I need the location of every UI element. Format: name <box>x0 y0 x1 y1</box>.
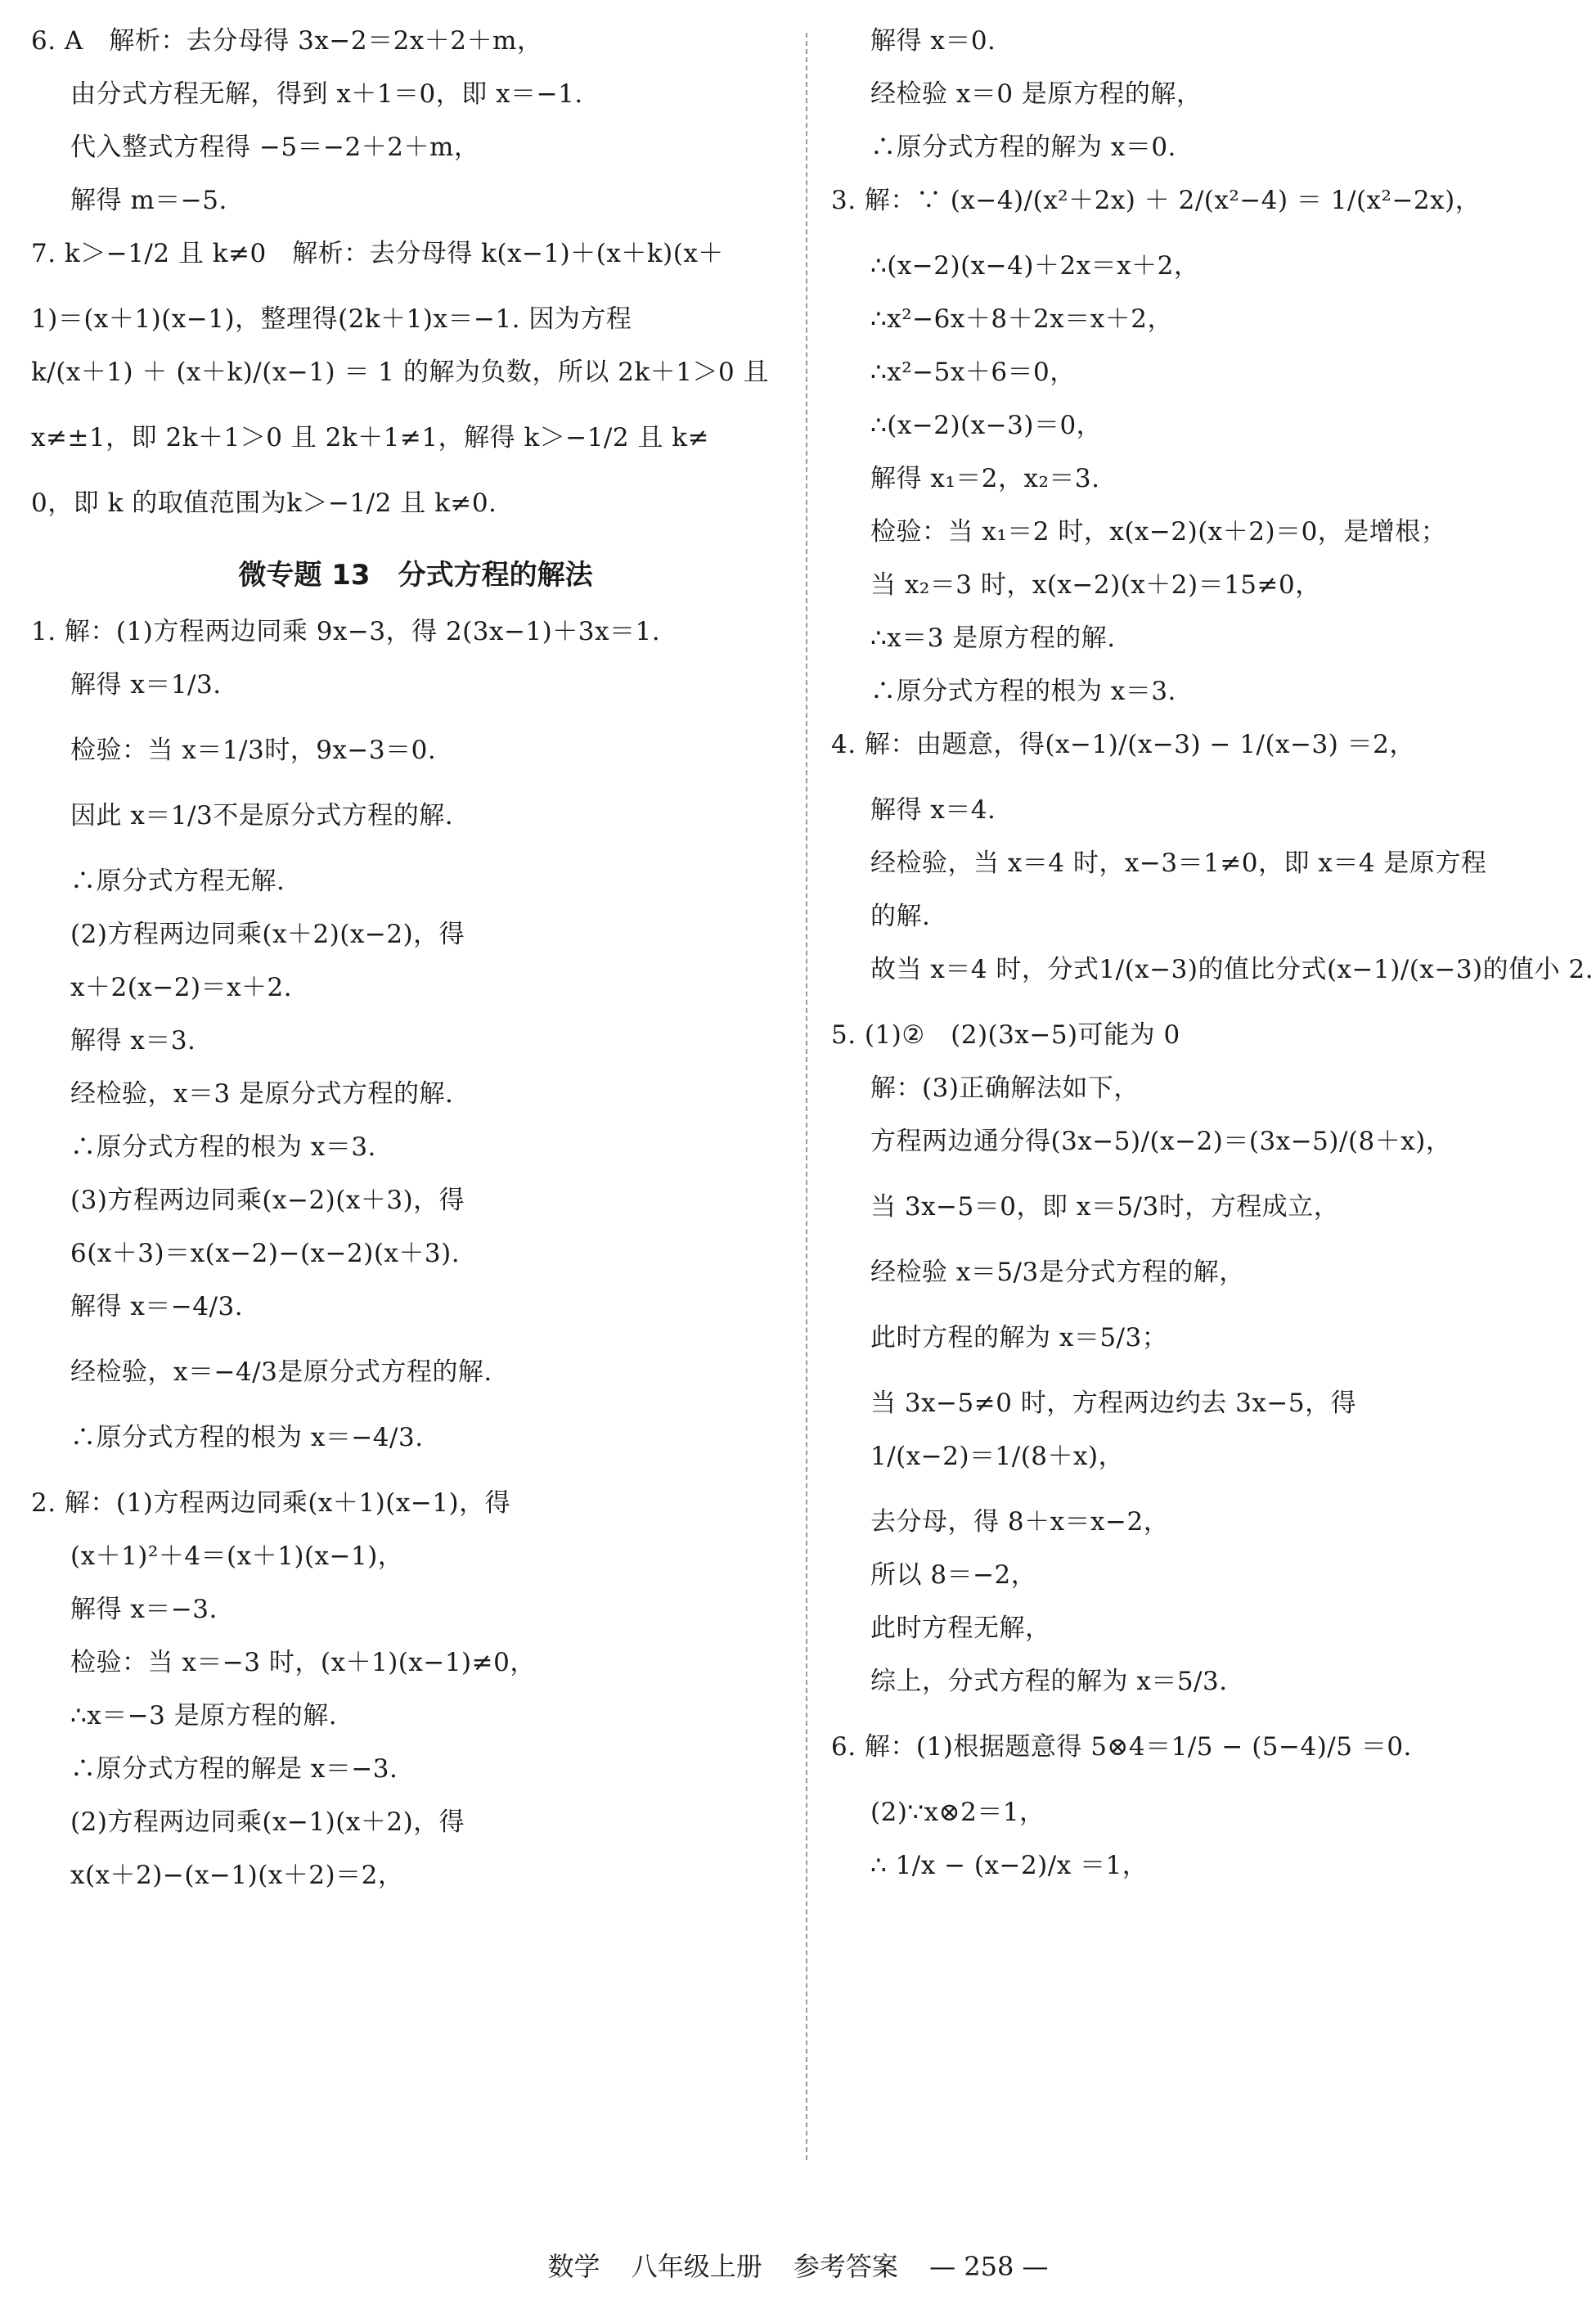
answer-7-line-4: x≠±1，即 2k＋1＞0 且 2k＋1≠1，解得 k＞−1/2 且 k≠ <box>31 423 710 452</box>
question-2-line-1: 2. 解：(1)方程两边同乘(x＋1)(x−1)，得 <box>31 1488 511 1518</box>
question-5-line-7: 当 3x−5≠0 时，方程两边约去 3x−5，得 <box>870 1389 1357 1418</box>
question-4-line-1: 4. 解：由题意，得(x−1)/(x−3) − 1/(x−3) ＝2， <box>831 730 1415 759</box>
question-6-line-3: ∴ 1/x − (x−2)/x ＝1， <box>870 1851 1149 1880</box>
question-5-line-5: 经检验 x＝5/3是分式方程的解， <box>870 1258 1245 1287</box>
question-2-line-7: (2)方程两边同乘(x−1)(x＋2)，得 <box>70 1807 465 1837</box>
question-4-line-2: 解得 x＝4. <box>870 795 996 825</box>
question-3-line-2: ∴(x−2)(x−4)＋2x＝x＋2， <box>870 251 1200 281</box>
question-5-line-9: 去分母，得 8＋x＝x−2， <box>870 1507 1170 1537</box>
left-column <box>31 25 800 1912</box>
answer-7-line-5: 0，即 k 的取值范围为k＞−1/2 且 k≠0. <box>31 488 497 518</box>
question-5-line-6: 此时方程的解为 x＝5/3； <box>870 1323 1168 1353</box>
question-2-cont-line-3: ∴原分式方程的解为 x＝0. <box>870 133 1176 162</box>
question-3-line-1: 3. 解：∵ (x−4)/(x²＋2x) ＋ 2/(x²−4) ＝ 1/(x²−2x)， <box>831 186 1481 215</box>
answer-7-line-2: 1)＝(x＋1)(x−1)，整理得(2k＋1)x＝−1. 因为方程 <box>31 304 632 334</box>
answer-6-line-4: 解得 m＝−5. <box>70 186 227 215</box>
question-1-line-15: ∴原分式方程的根为 x＝−4/3. <box>70 1423 424 1452</box>
question-2-line-3: 解得 x＝−3. <box>70 1595 218 1624</box>
answer-7-line-3: k/(x＋1) ＋ (x＋k)/(x−1) ＝ 1 的解为负数，所以 2k＋1＞0 且 <box>31 358 770 387</box>
right-column <box>831 25 1594 1915</box>
question-1-line-3: 检验：当 x＝1/3时，9x−3＝0. <box>70 736 437 765</box>
question-5-line-1: 5. (1)② (2)(3x−5)可能为 0 <box>831 1020 1180 1050</box>
question-6-line-2: (2)∵x⊗2＝1， <box>870 1798 1045 1827</box>
question-5-line-11: 此时方程无解， <box>870 1614 1051 1643</box>
answer-6-line-3: 代入整式方程得 −5＝−2＋2＋m， <box>70 133 480 162</box>
question-1-line-7: x＋2(x−2)＝x＋2. <box>70 973 293 1002</box>
question-1-line-10: ∴原分式方程的根为 x＝3. <box>70 1132 376 1162</box>
question-1-line-2: 解得 x＝1/3. <box>70 670 222 700</box>
question-1-line-13: 解得 x＝−4/3. <box>70 1292 244 1321</box>
question-2-line-2: (x＋1)²＋4＝(x＋1)(x−1)， <box>70 1542 404 1571</box>
footer-label: 参考答案 <box>793 2251 898 2282</box>
footer-subject: 数学 <box>547 2251 600 2282</box>
question-1-line-4: 因此 x＝1/3不是原分式方程的解. <box>70 801 454 830</box>
question-4-line-5: 故当 x＝4 时，分式1/(x−3)的值比分式(x−1)/(x−3)的值小 2. <box>870 955 1594 984</box>
question-4-line-3: 经检验，当 x＝4 时，x−3＝1≠0，即 x＝4 是原方程 <box>870 848 1487 878</box>
question-5-line-2: 解：(3)正确解法如下， <box>870 1073 1140 1103</box>
question-2-cont-line-1: 解得 x＝0. <box>870 26 996 56</box>
question-3-line-8: 当 x₂＝3 时，x(x−2)(x＋2)＝15≠0， <box>870 570 1321 600</box>
section-title: 微专题 13 分式方程的解法 <box>238 559 593 592</box>
question-3-line-9: ∴x＝3 是原方程的解. <box>870 623 1116 653</box>
question-2-line-8: x(x＋2)−(x−1)(x＋2)＝2， <box>70 1861 404 1890</box>
question-3-line-10: ∴原分式方程的根为 x＝3. <box>870 677 1176 706</box>
answer-7-line-1: 7. k＞−1/2 且 k≠0 解析：去分母得 k(x−1)＋(x＋k)(x＋ <box>31 239 724 268</box>
page-footer <box>0 2246 1596 2284</box>
answer-6-line-2: 由分式方程无解，得到 x＋1＝0，即 x＝−1. <box>70 79 583 109</box>
question-3-line-5: ∴(x−2)(x−3)＝0， <box>870 411 1103 440</box>
question-5-line-3: 方程两边通分得(3x−5)/(x−2)＝(3x−5)/(8＋x)， <box>870 1127 1452 1156</box>
question-2-line-4: 检验：当 x＝−3 时，(x＋1)(x−1)≠0， <box>70 1648 536 1677</box>
question-1-line-5: ∴原分式方程无解. <box>70 866 285 896</box>
answer-6-line-1: 6. A 解析：去分母得 3x−2＝2x＋2＋m， <box>31 26 543 56</box>
question-1-line-6: (2)方程两边同乘(x＋2)(x−2)，得 <box>70 920 465 949</box>
question-3-line-6: 解得 x₁＝2，x₂＝3. <box>870 464 1100 493</box>
question-5-line-8: 1/(x−2)＝1/(8＋x)， <box>870 1442 1125 1471</box>
page-number: — 258 — <box>929 2251 1049 2282</box>
question-5-line-12: 综上，分式方程的解为 x＝5/3. <box>870 1667 1228 1696</box>
question-3-line-7: 检验：当 x₁＝2 时，x(x−2)(x＋2)＝0，是增根； <box>870 517 1447 547</box>
question-1-line-8: 解得 x＝3. <box>70 1026 196 1055</box>
column-divider <box>806 33 807 2160</box>
question-3-line-3: ∴x²−6x＋8＋2x＝x＋2， <box>870 304 1173 334</box>
question-1-line-14: 经检验，x＝−4/3是原分式方程的解. <box>70 1357 492 1387</box>
question-2-line-6: ∴原分式方程的解是 x＝−3. <box>70 1754 398 1784</box>
question-5-line-4: 当 3x−5＝0，即 x＝5/3时，方程成立， <box>870 1192 1340 1222</box>
question-1-line-11: (3)方程两边同乘(x−2)(x＋3)，得 <box>70 1186 465 1215</box>
question-3-line-4: ∴x²−5x＋6＝0， <box>870 358 1076 387</box>
question-1-line-1: 1. 解：(1)方程两边同乘 9x−3，得 2(3x−1)＋3x＝1. <box>31 617 661 646</box>
question-5-line-10: 所以 8＝−2， <box>870 1560 1037 1590</box>
question-1-line-12: 6(x＋3)＝x(x−2)−(x−2)(x＋3). <box>70 1239 461 1268</box>
footer-grade: 八年级上册 <box>631 2251 762 2282</box>
question-2-line-5: ∴x＝−3 是原方程的解. <box>70 1701 338 1731</box>
question-6-line-1: 6. 解：(1)根据题意得 5⊗4＝1/5 − (5−4)/5 ＝0. <box>831 1732 1412 1762</box>
question-1-line-9: 经检验，x＝3 是原分式方程的解. <box>70 1079 454 1109</box>
question-4-line-4: 的解. <box>870 902 931 931</box>
question-2-cont-line-2: 经检验 x＝0 是原方程的解， <box>870 79 1203 109</box>
